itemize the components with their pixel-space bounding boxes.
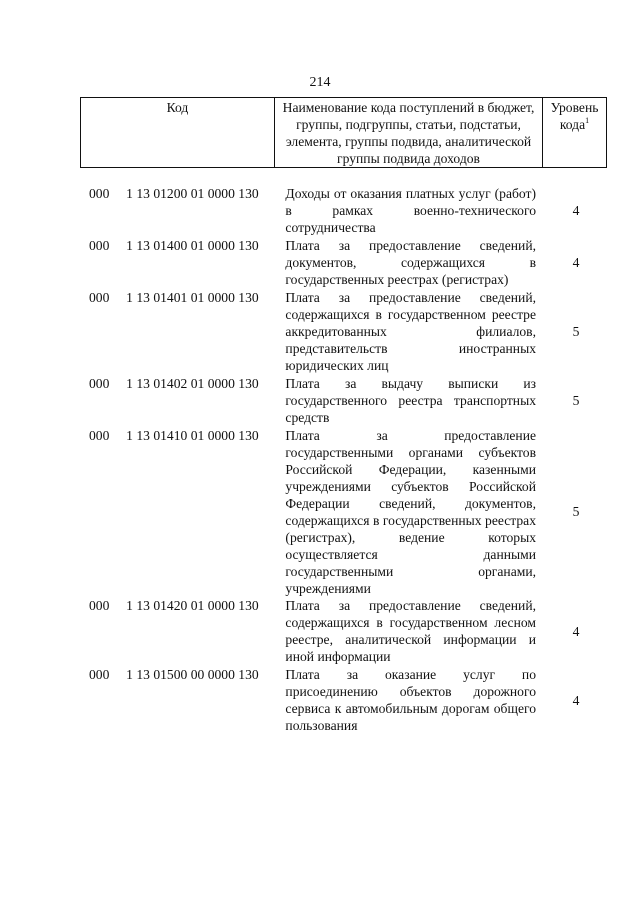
row-code: 1 13 01401 01 0000 130 [126, 290, 259, 305]
header-level [543, 98, 607, 168]
row-level: 4 [572, 255, 580, 270]
table-row [80, 289, 610, 375]
table-row [80, 666, 610, 735]
table-row [80, 597, 610, 666]
row-code: 1 13 01400 01 0000 130 [126, 238, 259, 253]
row-name: Доходы от оказания платных услуг (работ) в рамках военно-технического сотрудничества [285, 186, 537, 235]
row-name: Плата за выдачу выписки из государственного реестра транспортных средств [285, 376, 537, 425]
row-prefix: 000 [89, 667, 110, 682]
table-row [80, 237, 610, 289]
row-code: 1 13 01410 01 0000 130 [126, 428, 259, 443]
page-number: 214 [309, 75, 331, 90]
row-prefix: 000 [89, 598, 110, 613]
header-code: Код [81, 98, 275, 168]
row-code: 1 13 01200 01 0000 130 [126, 186, 259, 201]
table-header [80, 97, 607, 168]
row-prefix: 000 [89, 290, 110, 305]
row-name: Плата за предоставление государственными органами субъектов Российской Федерации, казенными учреждениями субъектов Российской Федерации сведений, документов, содержащихся в государственных реестрах (регистрах), ведение которых осуществляется данными государственными органами, учреждениями [285, 428, 537, 596]
row-code: 1 13 01402 01 0000 130 [126, 376, 259, 391]
row-level: 4 [572, 623, 580, 639]
table-row [80, 185, 610, 237]
row-level: 5 [572, 324, 580, 339]
row-prefix: 000 [89, 238, 110, 253]
row-name: Плата за оказание услуг по присоединению объектов дорожного сервиса к автомобильным дорогам общего пользования [285, 667, 537, 733]
row-level: 5 [572, 504, 580, 519]
row-level: 5 [572, 393, 580, 408]
row-prefix: 000 [89, 186, 110, 201]
row-level: 4 [572, 203, 580, 218]
header-level-label: Уровень кода [550, 100, 599, 132]
row-name: Плата за предоставление сведений, содержащихся в государственном лесном реестре, аналитической информации и иной информации [285, 598, 537, 664]
row-name: Плата за предоставление сведений, документов, содержащихся в государственных реестрах (регистрах) [285, 238, 537, 287]
header-name: Наименование кода поступлений в бюджет, группы, подгруппы, статьи, подстатьи, элемента, группы подвида, аналитической группы подвида доходов [275, 98, 543, 168]
table-row [80, 375, 610, 427]
row-prefix: 000 [89, 428, 110, 443]
table-row [80, 427, 610, 597]
row-code: 1 13 01420 01 0000 130 [126, 598, 259, 613]
row-code: 1 13 01500 00 0000 130 [126, 667, 259, 682]
row-prefix: 000 [89, 376, 110, 391]
footnote-marker: 1 [585, 116, 590, 125]
revenue-code-list [80, 185, 610, 735]
row-level: 4 [572, 692, 580, 708]
row-name: Плата за предоставление сведений, содержащихся в государственном реестре аккредитованных филиалов, представительств иностранных юридических лиц [285, 290, 537, 373]
